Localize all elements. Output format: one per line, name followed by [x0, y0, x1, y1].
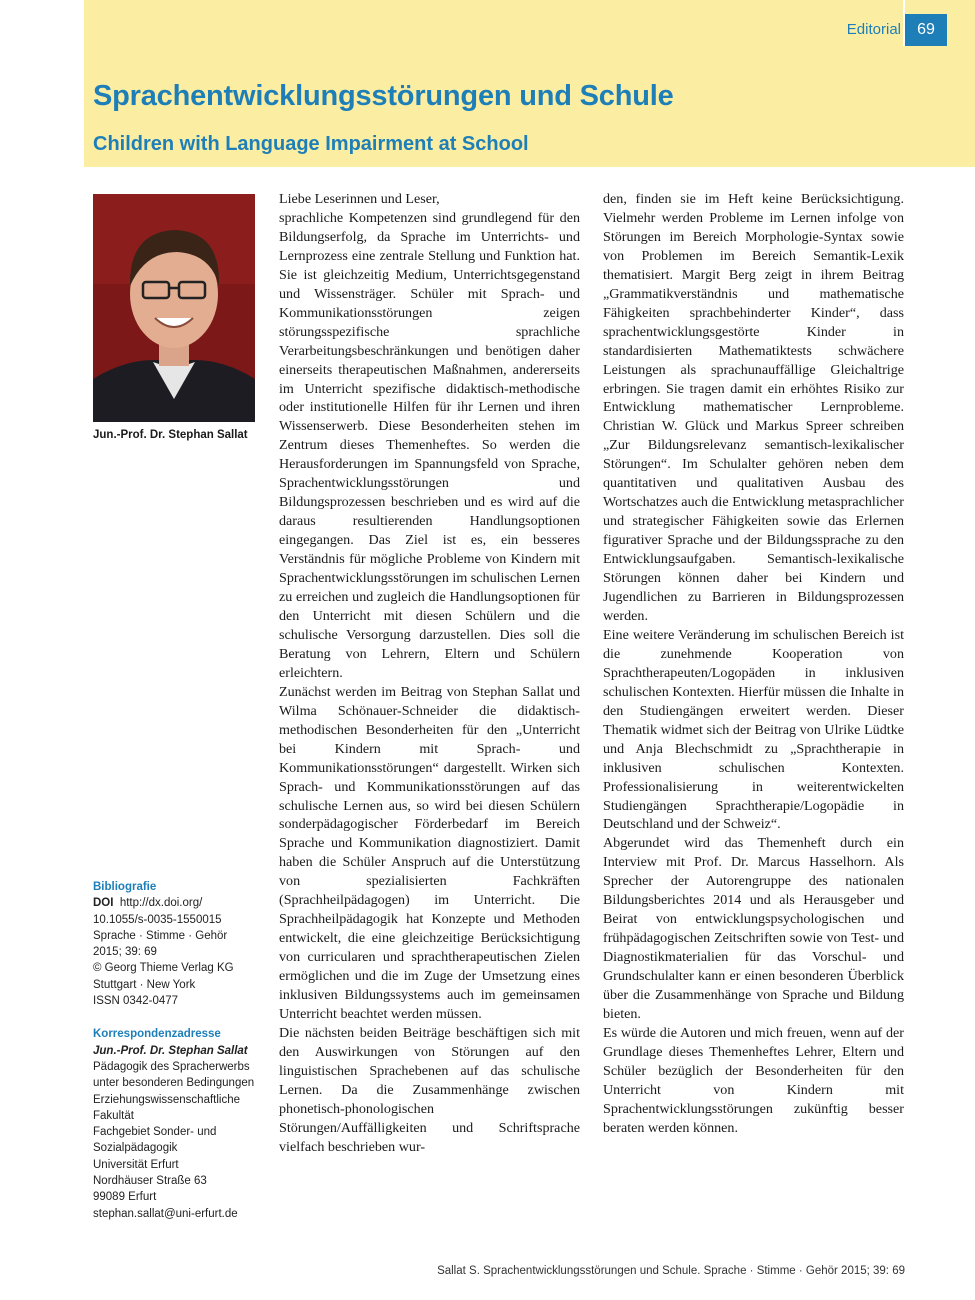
bibliography-line: © Georg Thieme Verlag KG [93, 962, 234, 975]
portrait-illustration [93, 194, 255, 422]
body-paragraph: den, finden sie im Heft keine Berücksichtigung. Vielmehr werden Probleme im Lernen infolge von Störungen im Bereich Morphologie-Syntax sowie von Problemen im Bereich Semantik-Lexik thematisiert. Margit Berg zeigt in ihrem Beitrag „Grammatikverständnis und mathematische Fähigkeiten sprachbehinderter Kinder“, dass sprachentwicklungsgestörte Kinder in standardisierten Mathematiktests schwächere Leistungen als sprachunauffällige Gleichaltrige erbringen. Sie tragen damit ein erhöhtes Risiko zur Entwicklung mathematischer Lernprobleme. Christian W. Glück und Markus Spreer schreiben „Zur Bildungsrelevanz semantisch-lexikalischer Störungen“. Im Schulalter gehören neben dem quantitativen und qualitativen Ausbau des Wortschatzes auch die Entwicklung metasprachlicher und strategischer Fähigkeiten sowie das Erlernen figurativer Sprache und der Bildungssprache zu den Entwicklungsaufgaben. Semantisch-lexikalische Störungen können daher bei Kindern und Jugendlichen zu Barrieren in Bildungsprozessen werden. [603, 191, 904, 624]
address-line: Pädagogik des Spracherwerbs [93, 1060, 250, 1073]
address-line: 99089 Erfurt [93, 1191, 157, 1204]
sidebar-spacer [93, 1009, 268, 1026]
body-paragraph: Abgerundet wird das Themenheft durch ein Interview mit Prof. Dr. Marcus Hasselhorn. Als Sprecher der Autorengruppe des nationalen Bildungsberichtes 2014 und als Herausgeber und Beirat von entwicklungspsychologischen und frühpädagogischen Zeitschriften sowie von Test- und Diagnostikmaterialien für das Vorschul- und Grundschulalter kann er einen besonderen Überblick über die Zusammenhänge von Sprache und Bildung bieten. [603, 835, 904, 1022]
address-line: Nordhäuser Straße 63 [93, 1175, 207, 1188]
photo-caption: Jun.-Prof. Dr. Stephan Sallat [93, 429, 248, 441]
address-line: Fakultät [93, 1109, 134, 1122]
correspondence-heading: Korrespondenzadresse [93, 1028, 221, 1041]
article-subtitle: Children with Language Impairment at School [93, 133, 529, 155]
body-paragraph: Die nächsten beiden Beiträge beschäftigen sich mit den Auswirkungen von Störungen auf den linguistischen Sprachebenen auf das schulische Lernen. Da die Zusammenhänge zwischen phonetisch-phonologischen Störungen/Auffälligkeiten und Schriftsprache vielfach beschrieben wur- [279, 1024, 580, 1155]
bibliography-line: 10.1055/s-0035-1550015 [93, 913, 222, 926]
address-line: Erziehungswissenschaftliche [93, 1093, 241, 1106]
body-column-2 [603, 190, 904, 1138]
body-paragraph: sprachliche Kompetenzen sind grundlegend für den Bildungserfolg, da Sprache im Unterrichts- und Lernprozess eine zentrale Stellung und Funktion hat. Sie ist gleichzeitig Medium, Unterrichtsgegenstand und Wissensträger. Schüler mit Sprach- und Kommunikationsstörungen zeigen störungsspezifische sprachliche Verarbeitungsbeschränkungen und benötigen daher einerseits therapeutischen Maßnahmen, andererseits im Unterricht spezifische didaktisch-methodische oder institutionelle Hilfen für ihr Lernen und ihren Wissenserwerb. Diese Besonderheiten stehen im Zentrum dieses Themenheftes. So werden die Herausforderungen im Spannungsfeld von Sprache, Sprachentwicklungsstörungen und Bildungsprozessen beschrieben und es wird auf die daraus resultierenden Handlungsoptionen eingegangen. Das Ziel ist es, ein besseres Verständnis für mögliche Probleme von Kindern mit Sprachentwicklungsstörungen im schulischen Lernen zu erreichen und zugleich die Handlungsoptionen für den Unterricht mit diesen Schülern und die schulische Versorgung darzustellen. Dies soll die Beratung von Lehrern, Eltern und Schülern erleichtern. [279, 209, 580, 681]
section-label: Editorial [846, 21, 901, 38]
salutation: Liebe Leserinnen und Leser, [279, 191, 440, 207]
email-link[interactable]: stephan.sallat@uni-erfurt.de [93, 1207, 238, 1220]
address-line: Sozialpädagogik [93, 1142, 178, 1155]
bibliography-line: 2015; 39: 69 [93, 946, 157, 959]
address-line: Universität Erfurt [93, 1158, 179, 1171]
bibliography-line: ISSN 0342-0477 [93, 995, 179, 1008]
page-number: 69 [917, 21, 935, 38]
sidebar-info [93, 879, 268, 1222]
address-line: unter besonderen Bedingungen [93, 1077, 255, 1090]
footer-citation: Sallat S. Sprachentwicklungsstörungen und Schule. Sprache · Stimme · Gehör 2015; 39: 69 [437, 1265, 905, 1277]
article-title: Sprachentwicklungsstörungen und Schule [93, 80, 674, 112]
correspondence-name: Jun.-Prof. Dr. Stephan Sallat [93, 1044, 248, 1057]
body-column-1 [279, 190, 580, 1157]
bibliography-line: Stuttgart · New York [93, 978, 196, 991]
address-line: Fachgebiet Sonder- und [93, 1126, 217, 1139]
doi-line [93, 895, 268, 911]
doi-label: DOI [93, 897, 114, 910]
author-photo [93, 194, 255, 422]
page-number-box [905, 14, 947, 46]
bibliography-line: Sprache · Stimme · Gehör [93, 929, 228, 942]
doi-url: http://dx.doi.org/ [119, 897, 203, 910]
body-paragraph: Zunächst werden im Beitrag von Stephan Sallat und Wilma Schönauer-Schneider die didaktisch-methodischen Besonderheiten für den „Unterricht bei Kindern mit Sprach- und Kommunikationsstörungen“ dargestellt. Wirken sich Sprach- und Kommunikationsstörungen auf das schulische Lernen aus, so wird bei diesen Schülern sonderpädagogischer Förderbedarf im Bereich Sprache und Kommunikation diagnostiziert. Damit haben die Schüler Anspruch auf die Unterstützung von spezialisierten Fachkräften (Sprachheilpädagogen) im Unterricht. Die Sprachheilpädagogik hat Konzepte und Methoden entwickelt, die eine gleichzeitige Berücksichtigung von curricularen und sprachtherapeutischen Zielen ermöglichen und die im Zuge der Umsetzung eines inklusiven Bildungssystems auch im gemeinsamen Unterricht beachtet werden müssen. [279, 683, 580, 1022]
body-paragraph: Eine weitere Veränderung im schulischen Bereich ist die zunehmende Kooperation von Sprachtherapeuten/Logopäden in inklusiven schulischen Kontexten. Hierfür müssen die Inhalte in den Studiengängen erweitert werden. Dieser Thematik widmet sich der Beitrag von Ulrike Lüdtke und Anja Blechschmidt zu „Sprachtherapie in inklusiven schulischen Kontexten. Professionalisierung in weiterentwickelten Studiengängen Sprachtherapie/Logopädie in Deutschland und der Schweiz“. [603, 626, 904, 833]
body-paragraph: Es würde die Autoren und mich freuen, wenn auf der Grundlage dieses Themenheftes Lehrer, Eltern und Schüler bezüglich der Besonderheiten für den Unterricht von Kindern mit Sprachentwicklungsstörungen zukünftig besser beraten werden können. [603, 1024, 904, 1136]
bibliography-heading: Bibliografie [93, 881, 157, 893]
